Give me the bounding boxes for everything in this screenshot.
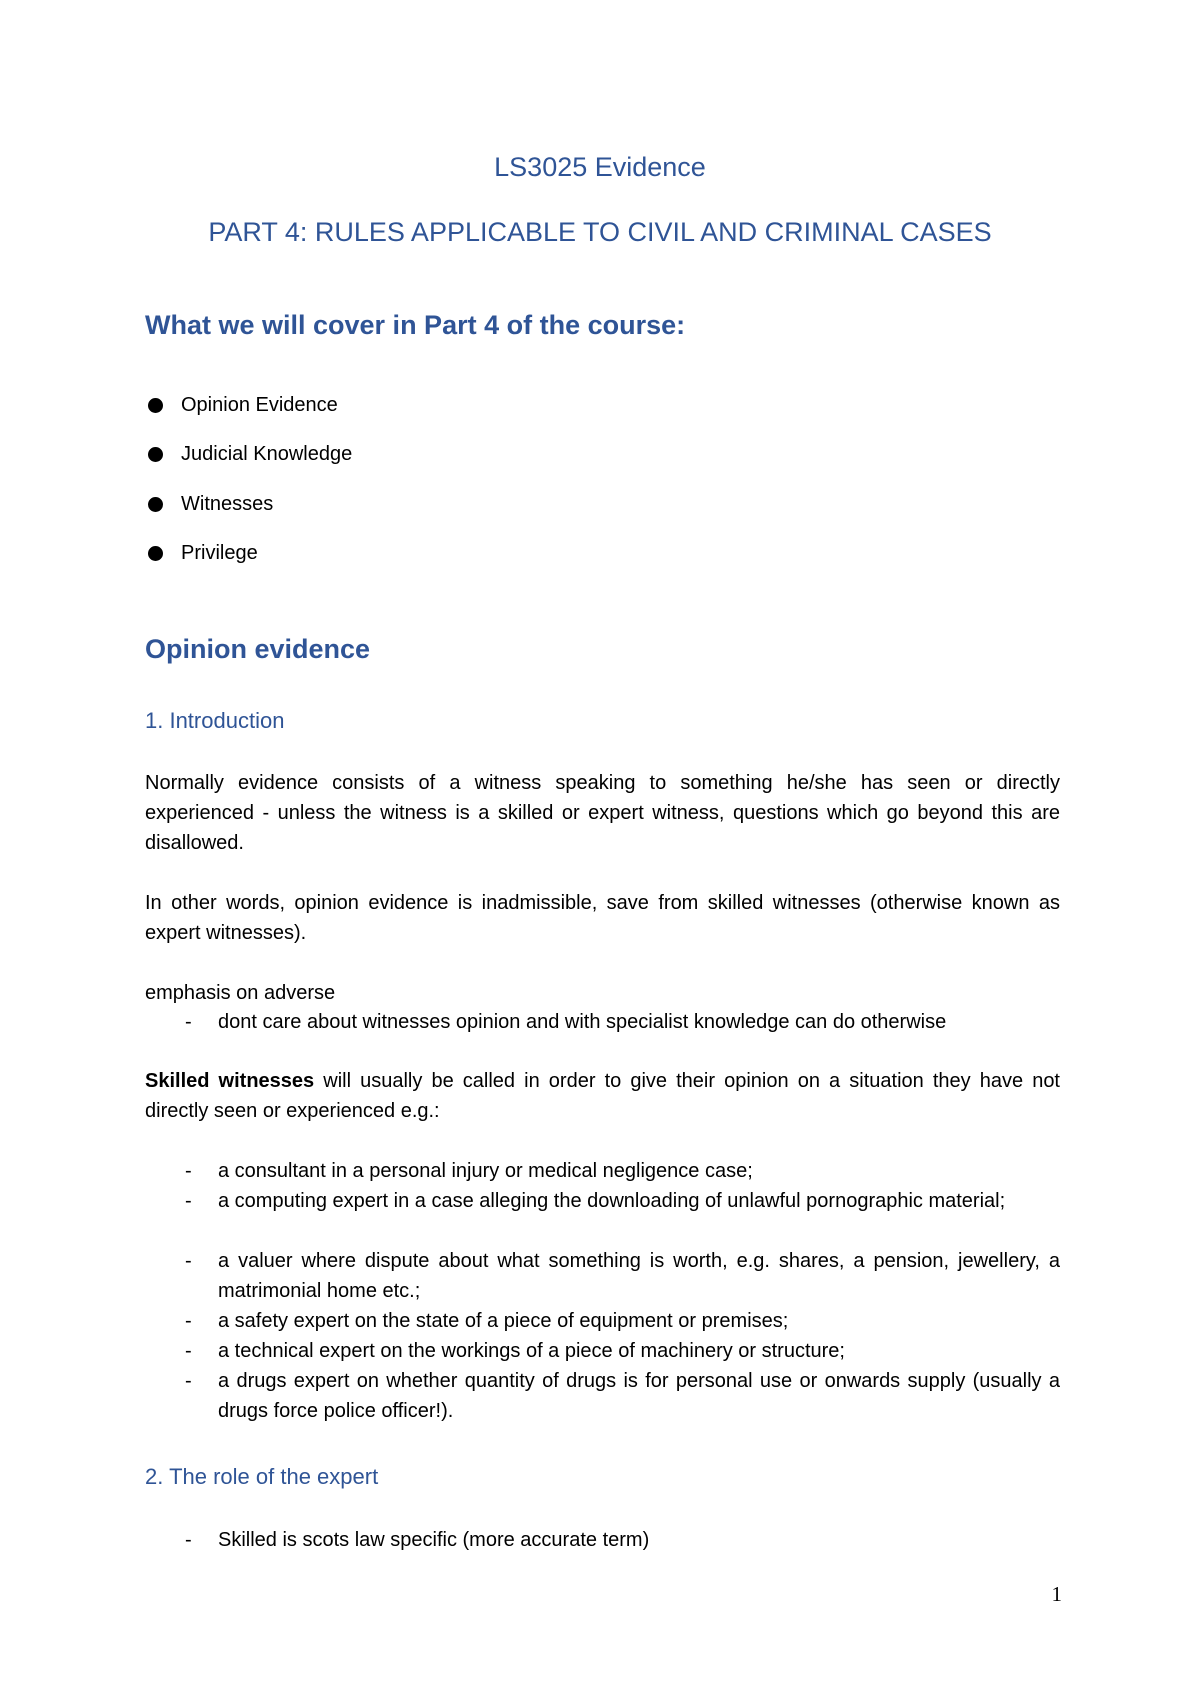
skilled-term: Skilled witnesses [145, 1070, 315, 1092]
overview-item-label: Witnesses [181, 493, 274, 515]
course-title: LS3025 Evidence [494, 152, 706, 182]
dash-marker: - [185, 1340, 192, 1362]
role-item [185, 1525, 1060, 1555]
example-item [185, 1306, 1060, 1336]
example-text: a valuer where dispute about what something is worth, e.g. shares, a pension, jewellery, a matrimonial home etc.; [218, 1250, 1060, 1302]
example-item [185, 1366, 1060, 1426]
bullet-icon [148, 398, 163, 413]
dash-marker: - [185, 1310, 192, 1332]
overview-item-label: Judicial Knowledge [181, 443, 353, 465]
dash-marker: - [185, 1011, 192, 1033]
page-number: 1 [1051, 1582, 1062, 1606]
note-item [185, 1007, 1060, 1037]
example-text: a technical expert on the workings of a piece of machinery or structure; [218, 1340, 845, 1362]
role-heading: 2. The role of the expert [145, 1464, 379, 1489]
bullet-icon [148, 546, 163, 561]
overview-item [148, 489, 273, 519]
note-item-text: dont care about witnesses opinion and with specialist knowledge can do otherwise [218, 1011, 947, 1033]
note-line: emphasis on adverse [145, 982, 336, 1004]
overview-item-label: Privilege [181, 542, 258, 564]
bullet-icon [148, 497, 163, 512]
part-title: PART 4: RULES APPLICABLE TO CIVIL AND CRIMINAL CASES [208, 217, 992, 247]
dash-marker: - [185, 1190, 192, 1212]
skilled-paragraph [145, 1066, 1060, 1126]
intro-heading: 1. Introduction [145, 708, 285, 733]
intro-paragraph: Normally evidence consists of a witness speaking to something he/she has seen or directly experienced - unless the witness is a skilled or expert witness, questions which go beyond this are disallowed. [145, 772, 1060, 854]
example-item [185, 1246, 1060, 1306]
example-text: a consultant in a personal injury or medical negligence case; [218, 1160, 753, 1182]
overview-item [148, 538, 258, 568]
opinion-heading: Opinion evidence [145, 634, 371, 664]
overview-item-label: Opinion Evidence [181, 394, 338, 416]
example-text: a safety expert on the state of a piece of equipment or premises; [218, 1310, 789, 1332]
dash-marker: - [185, 1370, 192, 1392]
overview-heading: What we will cover in Part 4 of the course: [145, 310, 686, 340]
dash-marker: - [185, 1529, 192, 1551]
example-item [185, 1336, 1060, 1366]
overview-item [148, 390, 338, 420]
example-text: a computing expert in a case alleging the downloading of unlawful pornographic material; [218, 1190, 1006, 1212]
example-item [185, 1186, 1060, 1216]
example-item [185, 1156, 1060, 1186]
inadmissible-paragraph: In other words, opinion evidence is inadmissible, save from skilled witnesses (otherwise known as expert witnesses). [145, 892, 1060, 944]
role-item-text: Skilled is scots law specific (more accurate term) [218, 1529, 650, 1551]
skilled-text: will usually be called in order to give their opinion on a situation they have not directly seen or experienced e.g.: [145, 1070, 1060, 1122]
bullet-icon [148, 447, 163, 462]
example-text: a drugs expert on whether quantity of drugs is for personal use or onwards supply (usually a drugs force police officer!). [218, 1370, 1060, 1422]
dash-marker: - [185, 1250, 192, 1272]
overview-item [148, 439, 352, 469]
dash-marker: - [185, 1160, 192, 1182]
